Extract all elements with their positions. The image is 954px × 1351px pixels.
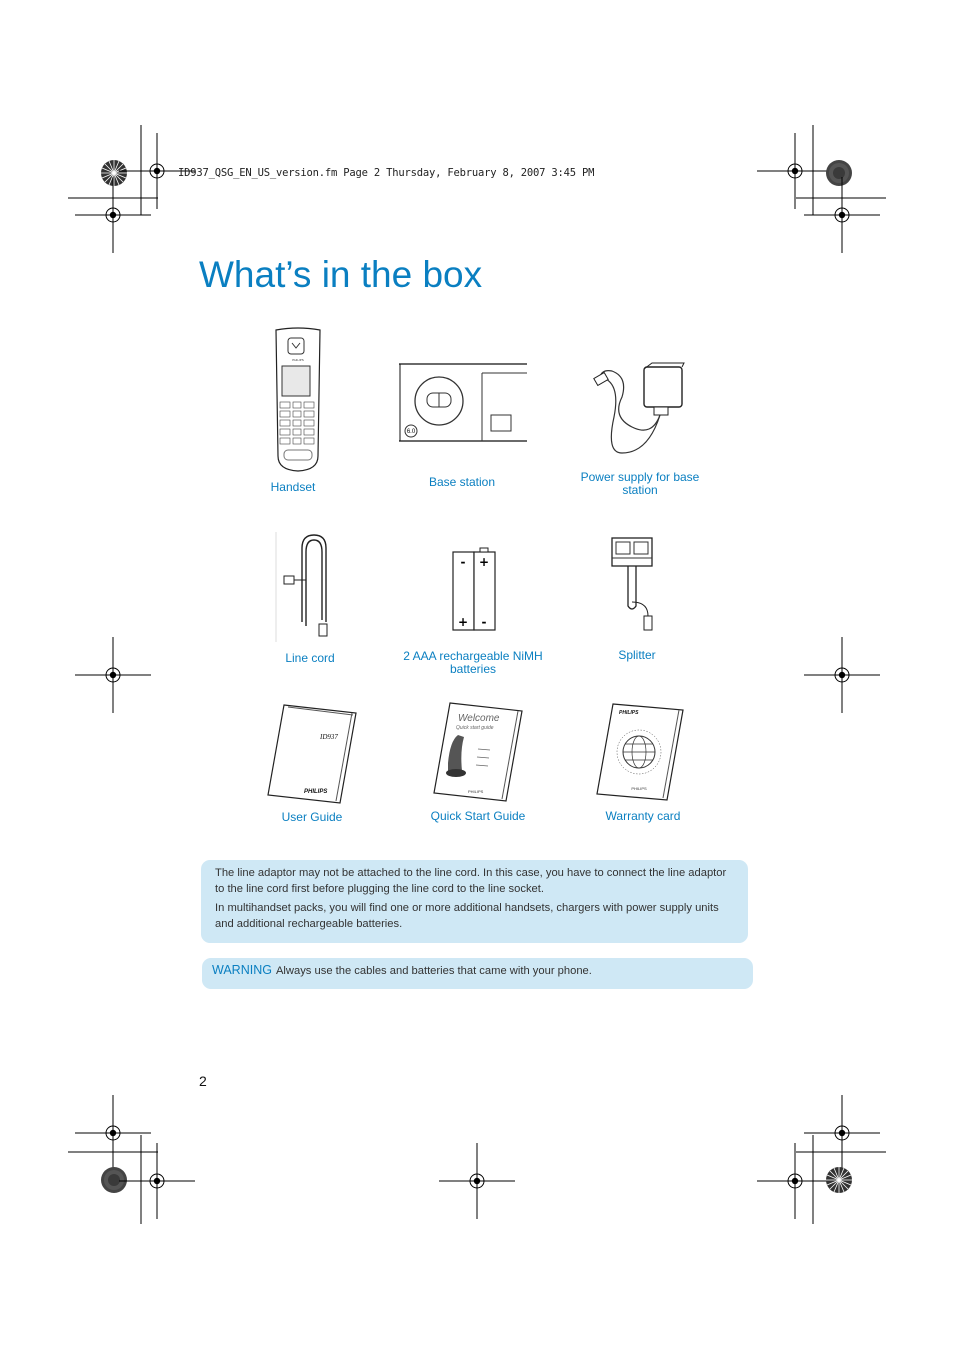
page-title: What’s in the box [199, 254, 483, 295]
base-station-icon [399, 363, 529, 443]
note-box [201, 860, 748, 943]
warning-box [202, 958, 753, 989]
line-cord-icon [276, 532, 336, 642]
warning-text: Always use the cables and batteries that came with your phone. [275, 965, 592, 977]
item-label-line-cord: Line cord [285, 651, 335, 665]
qsg-welcome-text: Welcome [458, 713, 500, 724]
item-label-base-station: Base station [428, 475, 496, 489]
item-label-warranty-card: Warranty card [605, 809, 681, 823]
item-label-batteries: 2 AAA rechargeable NiMH batteries [403, 649, 543, 676]
power-supply-icon [592, 357, 692, 462]
item-label-quick-start-guide: Quick Start Guide [430, 809, 526, 823]
page-number: 2 [199, 1073, 207, 1089]
item-label-user-guide: User Guide [281, 810, 343, 824]
item-label-power-supply: Power supply for base station [580, 470, 700, 497]
handset-icon [268, 328, 328, 473]
qsg-subtitle-text: Quick start guide [456, 725, 494, 731]
svg-text:6.0: 6.0 [406, 429, 416, 435]
note-paragraph-1: The line adaptor may not be attached to the line cord. In this case, you have to connect the line adaptor to the line cord first before plugging the line cord to the line socket. [215, 867, 727, 895]
item-label-handset: Handset [270, 480, 316, 494]
quick-start-guide-icon [434, 701, 524, 801]
item-label-splitter: Splitter [618, 648, 656, 662]
svg-text:-: - [481, 615, 487, 629]
warranty-brand-text: PHILIPS [619, 710, 639, 716]
svg-text:-: - [460, 555, 466, 569]
batteries-icon [451, 548, 501, 632]
user-guide-brand-text: PHILIPS [304, 789, 328, 795]
warranty-card-icon [597, 702, 687, 802]
splitter-icon [610, 536, 660, 636]
svg-text:+: + [457, 615, 469, 629]
user-guide-icon [268, 703, 358, 803]
user-guide-model-text: ID937 [320, 733, 338, 741]
qsg-brand-text: PHILIPS [468, 789, 484, 794]
file-stamp: ID937_QSG_EN_US_version.fm Page 2 Thursday, February 8, 2007 3:45 PM [178, 167, 595, 179]
warning-label: WARNING [212, 963, 272, 977]
svg-text:+: + [478, 555, 490, 569]
warranty-footer-brand-text: PHILIPS [631, 786, 647, 791]
note-paragraph-2: In multihandset packs, you will find one or more additional handsets, chargers with power supply units and additional rechargeable batteries. [215, 902, 719, 930]
svg-text:PHILIPS: PHILIPS [292, 358, 304, 362]
